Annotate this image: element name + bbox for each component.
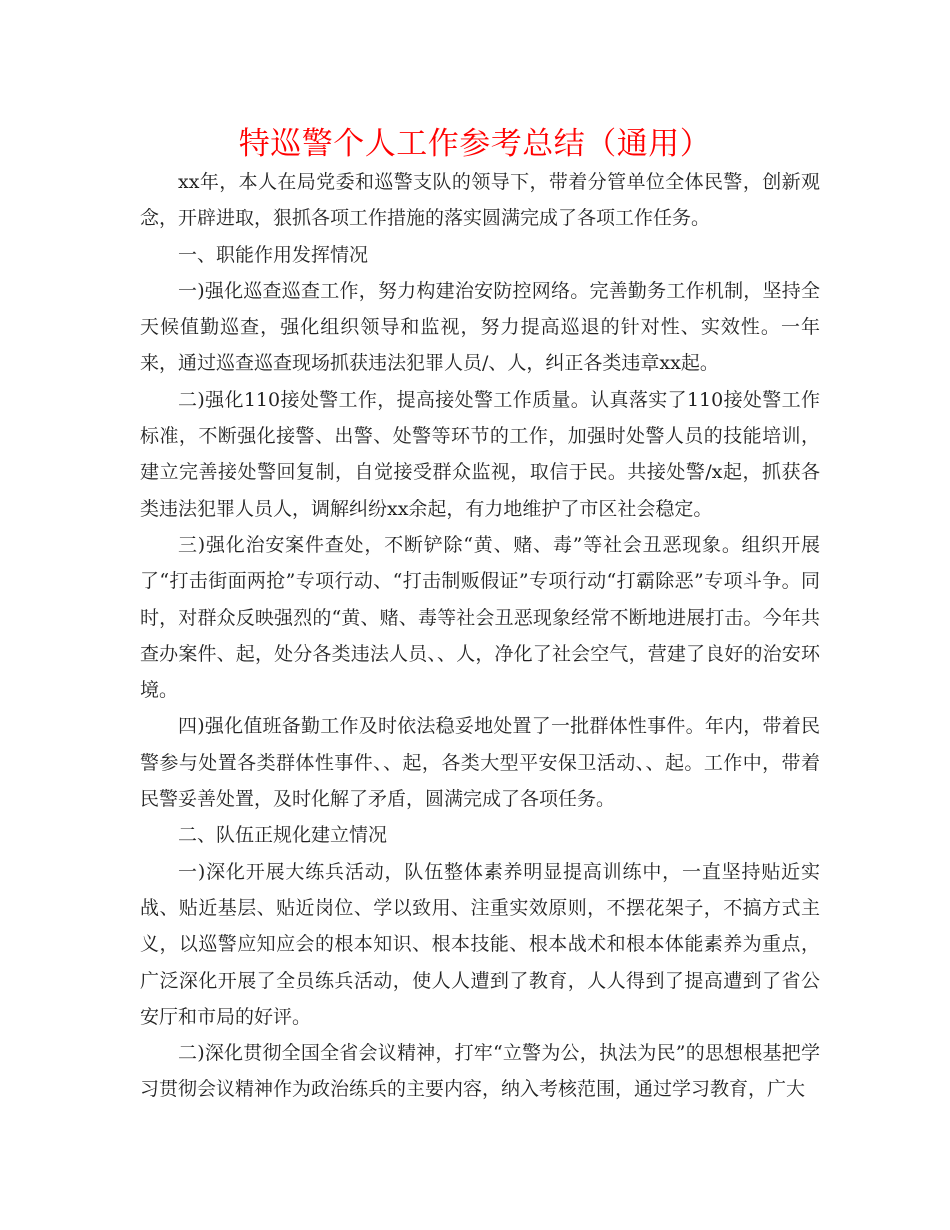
paragraph-patrol: 一)强化巡查巡查工作，努力构建治安防控网络。完善勤务工作机制，坚持全天候值勤巡查，强化组织领导和监视，努力提高巡退的针对性、实效性。一年来，通过巡查巡查现场抓获违法犯罪人员/、人，纠正各类违章xx起。 (140, 279, 820, 375)
paragraph-duty-readiness: 四)强化值班备勤工作及时依法稳妥地处置了一批群体性事件。年内，带着民警参与处置各类群体性事件、、起，各类大型平安保卫活动、、起。工作中，带着民警妥善处置，及时化解了矛盾，圆满完成了各项任务。 (140, 715, 820, 811)
document-title: 特巡警个人工作参考总结（通用） (238, 126, 712, 162)
paragraph-public-security-cases: 三)强化治安案件查处，不断铲除“黄、赌、毒”等社会丑恶现象。组织开展了“打击街面两抢”专项行动、“打击制贩假证”专项行动“打霸除恶”专项斗争。同时，对群众反映强烈的“黄、赌、毒等社会丑恶现象经常不断地进展打击。今年共查办案件、起，处分各类违法人员、、人，净化了社会空气，营建了良好的治安环境。 (140, 533, 820, 702)
paragraph-meeting-spirit: 二)深化贯彻全国全省会议精神，打牢“立警为公，执法为民”的思想根基把学习贯彻会议精神作为政治练兵的主要内容，纳入考核范围，通过学习教育，广大 (140, 1042, 820, 1101)
document-body (140, 164, 820, 1108)
section-heading-functions: 一、职能作用发挥情况 (178, 243, 369, 266)
paragraph-intro: xx年，本人在局党委和巡警支队的领导下，带着分管单位全体民警，创新观念，开辟进取，狠抓各项工作措施的落实圆满完成了各项工作任务。 (140, 171, 820, 230)
paragraph-110-dispatch: 二)强化110接处警工作，提高接处警工作质量。认真落实了110接处警工作标准，不断强化接警、出警、处警等环节的工作，加强时处警人员的技能培训，建立完善接处警回复制，自觉接受群众监视，取信于民。共接处警/x起，抓获各类违法犯罪人员人，调解纠纷xx余起，有力地维护了市区社会稳定。 (140, 388, 820, 520)
section-heading-team-building: 二、队伍正规化建立情况 (178, 824, 388, 847)
paragraph-training: 一)深化开展大练兵活动，队伍整体素养明显提高训练中，一直坚持贴近实战、贴近基层、贴近岗位、学以致用、注重实效原则，不摆花架子，不搞方式主义，以巡警应知应会的根本知识、根本技能、根本战术和根本体能素养为重点，广泛深化开展了全员练兵活动，使人人遭到了教育，人人得到了提高遭到了省公安厅和市局的好评。 (140, 860, 820, 1028)
